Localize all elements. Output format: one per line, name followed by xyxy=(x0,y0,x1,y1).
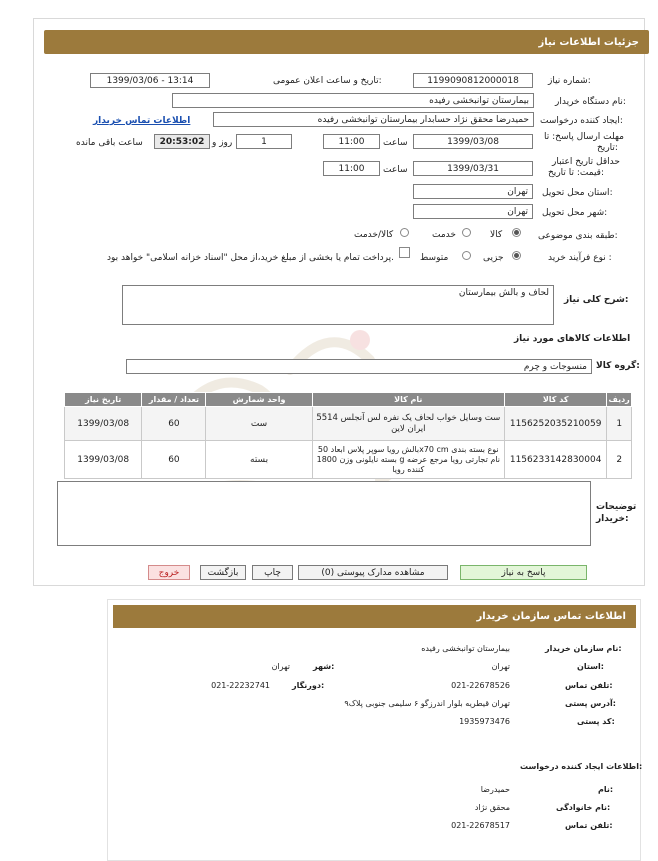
contact-phone-value: 021-22678526 xyxy=(451,681,510,690)
days-label: روز و xyxy=(212,138,233,148)
creator-last-name-label: نام خانوادگی: xyxy=(556,803,611,812)
creator-label: ایجاد کننده درخواست: xyxy=(540,116,623,126)
need-number-field: 1199090812000018 xyxy=(413,73,533,88)
creator-info-title: اطلاعات ایجاد کننده درخواست: xyxy=(520,762,643,771)
days-field: 1 xyxy=(236,134,292,149)
buyer-notes-label: توضیحات xyxy=(596,502,637,512)
creator-first-name-value: حمیدرضا xyxy=(480,785,510,794)
deadline-label: مهلت ارسال پاسخ: تا xyxy=(544,132,624,142)
page-title xyxy=(44,30,649,54)
col-code: کد کالا xyxy=(504,393,606,407)
category-radio-both[interactable] xyxy=(400,228,409,240)
province-field: تهران xyxy=(413,184,533,199)
remaining-time-field: 20:53:02 xyxy=(154,134,210,149)
buyer-notes-label-2: خریدار: xyxy=(596,514,629,524)
buyer-org-field: بیمارستان توانبخشی رفیده xyxy=(172,93,534,108)
contact-province-value: تهران xyxy=(491,662,510,671)
category-radio-goods[interactable] xyxy=(512,228,521,240)
validity-date-field: 1399/03/31 xyxy=(413,161,533,176)
items-table xyxy=(64,392,632,479)
contact-postal-label: کد پستی: xyxy=(577,717,615,726)
deadline-time-field: 11:00 xyxy=(323,134,380,149)
col-qty: تعداد / مقدار xyxy=(142,393,206,407)
province-label: استان محل تحویل: xyxy=(542,188,613,198)
contact-card-title-text: اطلاعات تماس سازمان خریدار xyxy=(476,611,626,622)
creator-field: حمیدرضا محقق نژاد حسابدار بیمارستان توانبخشی رفیده xyxy=(213,112,534,127)
page-title-text: جزئیات اطلاعات نیاز xyxy=(538,36,639,48)
col-name: نام کالا xyxy=(312,393,504,407)
buyer-contact-card xyxy=(107,599,641,861)
contact-fax-label: دورنگار: xyxy=(292,681,325,690)
creator-phone-value: 021-22678517 xyxy=(451,821,510,830)
process-label: نوع فرآیند خرید : xyxy=(548,253,612,263)
back-button[interactable]: بازگشت xyxy=(200,565,246,580)
category-label: طبقه بندی موضوعی: xyxy=(538,231,618,241)
contact-fax-value: 021-22232741 xyxy=(211,681,270,690)
treasury-payment-checkbox[interactable] xyxy=(399,247,410,258)
col-date: تاریخ نیاز xyxy=(65,393,142,407)
cell-index: 1 xyxy=(607,407,632,441)
process-radio-medium[interactable] xyxy=(462,251,471,263)
cell-qty: 60 xyxy=(142,441,206,479)
cell-name: بالش رویا سوپر پلاس ابعاد 50x70 cm نوع بسته بندی بسته نایلونی وزن 1800 g نام تجارتی رویا مرجع عرضه کننده رویا xyxy=(312,441,504,479)
remaining-label: ساعت باقی مانده xyxy=(76,138,143,148)
goods-info-title: اطلاعات کالاهای مورد نیاز xyxy=(514,334,631,344)
goods-group-label: گروه کالا: xyxy=(596,361,640,371)
col-unit: واحد شمارش xyxy=(206,393,312,407)
contact-card-title xyxy=(113,605,636,628)
process-option-medium: متوسط xyxy=(420,253,449,263)
cell-code: 1156233142830004 xyxy=(504,441,606,479)
deadline-date-field: 1399/03/08 xyxy=(413,134,533,149)
deadline-label-date: تاریخ: xyxy=(597,143,618,153)
contact-city-label: شهر: xyxy=(313,662,335,671)
print-button[interactable]: چاپ xyxy=(252,565,293,580)
contact-postal-value: 1935973476 xyxy=(459,717,510,726)
contact-address-value: تهران قیطریه بلوار اندرزگو ۶ سلیمی جنوبی پلاک۹ xyxy=(344,699,510,708)
buyer-notes-field xyxy=(57,481,591,546)
creator-last-name-value: محقق نژاد xyxy=(474,803,510,812)
validity-label: حداقل تاریخ اعتبار xyxy=(552,157,620,167)
city-field: تهران xyxy=(413,204,533,219)
category-option-both: کالا/خدمت xyxy=(354,230,394,240)
contact-phone-label: تلفن تماس: xyxy=(565,681,613,690)
cell-code: 1156252035210059 xyxy=(504,407,606,441)
buyer-contact-link[interactable]: اطلاعات تماس خریدار xyxy=(93,116,191,126)
contact-province-label: استان: xyxy=(577,662,604,671)
contact-city-value: تهران xyxy=(271,662,290,671)
table-row xyxy=(65,407,632,441)
summary-text: لحاف و بالش بیمارستان xyxy=(458,288,549,298)
creator-phone-label: تلفن تماس: xyxy=(565,821,613,830)
contact-address-label: آدرس پستی: xyxy=(565,699,616,708)
summary-field xyxy=(122,285,554,325)
creator-first-name-label: نام: xyxy=(598,785,614,794)
cell-unit: بسته xyxy=(206,441,312,479)
validity-time-label: ساعت xyxy=(383,165,408,175)
category-option-service: خدمت xyxy=(432,230,456,240)
announce-field: 1399/03/06 - 13:14 xyxy=(90,73,210,88)
process-radio-minor[interactable] xyxy=(512,251,521,263)
cell-date: 1399/03/08 xyxy=(65,407,142,441)
col-index: ردیف xyxy=(607,393,632,407)
table-row xyxy=(65,441,632,479)
reply-button[interactable]: پاسخ به نیاز xyxy=(460,565,587,580)
deadline-time-label: ساعت xyxy=(383,138,408,148)
contact-org-value: بیمارستان توانبخشی رفیده xyxy=(421,644,510,653)
goods-group-field: منسوجات و چرم xyxy=(126,359,592,374)
category-radio-service[interactable] xyxy=(462,228,471,240)
validity-label-date: قیمت: تا تاریخ: xyxy=(548,168,605,178)
cell-index: 2 xyxy=(607,441,632,479)
exit-button[interactable]: خروج xyxy=(148,565,190,580)
city-label: شهر محل تحویل: xyxy=(542,208,608,218)
cell-unit: ست xyxy=(206,407,312,441)
attachments-button[interactable]: مشاهده مدارک پیوستی (0) xyxy=(298,565,448,580)
need-number-label: شماره نیاز: xyxy=(548,76,591,86)
cell-name: ست وسایل خواب لحاف یک نفره لس آنجلس 5514 ایران لاین xyxy=(312,407,504,441)
buyer-org-label: نام دستگاه خریدار: xyxy=(555,97,626,107)
payment-note: پرداخت تمام یا بخشی از مبلغ خرید،از محل "اسناد خزانه اسلامی" خواهد بود. xyxy=(106,253,394,263)
category-option-goods: کالا xyxy=(490,230,503,240)
announce-label: تاریخ و ساعت اعلان عمومی: xyxy=(273,76,382,86)
validity-time-field: 11:00 xyxy=(323,161,380,176)
process-option-minor: جزیی xyxy=(483,253,504,263)
contact-org-label: نام سازمان خریدار: xyxy=(545,644,622,653)
summary-label: شرح کلی نیاز: xyxy=(564,295,629,305)
cell-date: 1399/03/08 xyxy=(65,441,142,479)
cell-qty: 60 xyxy=(142,407,206,441)
